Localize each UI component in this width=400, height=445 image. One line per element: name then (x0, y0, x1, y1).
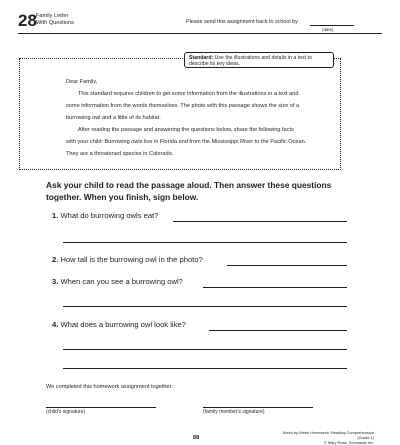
standard-label: Standard: (189, 54, 214, 61)
question-4 (52, 320, 186, 329)
question-text: How tall is the burrowing owl in the photo? (60, 255, 203, 264)
question-3 (52, 277, 183, 286)
credit-line (270, 431, 374, 445)
answer-line[interactable] (63, 349, 347, 350)
page-number: 88 (193, 435, 200, 441)
answer-line[interactable] (209, 330, 347, 331)
answer-line[interactable] (63, 242, 347, 243)
letter-greeting: Dear Family, (66, 79, 98, 85)
letter-line: After reading the passage and answering the questions below, share the following facts (78, 127, 294, 133)
question-text: What do burrowing owls eat? (60, 211, 159, 220)
child-signature-label: (child's signature) (46, 409, 86, 415)
question-number: 3. (52, 277, 59, 286)
header-label-line1: Family Letter (36, 13, 69, 19)
answer-line[interactable] (173, 221, 347, 222)
instructions-line2: together. When you finish, sign below. (46, 192, 199, 202)
header-label-line2: With Questions (36, 19, 74, 26)
answer-line[interactable] (63, 306, 347, 307)
letter-line: some information from the words themselves. The photo with this passage shows the size of a (66, 103, 300, 109)
answer-line[interactable] (203, 287, 347, 288)
question-number: 4. (52, 320, 59, 329)
credit-line-2: © Mary Rose, Scholastic Inc. (323, 439, 374, 445)
standard-text-1: Use the illustrations and details in a text to (214, 54, 312, 61)
question-number: 2. (52, 255, 59, 264)
answer-line[interactable] (227, 265, 347, 266)
question-number: 1. (52, 211, 59, 220)
letter-line: burrowing owl and a little of its habitat. (66, 115, 161, 121)
child-signature-line[interactable] (46, 407, 156, 408)
family-signature-label: (family member's signature) (203, 409, 265, 415)
question-text: When can you see a burrowing owl? (60, 277, 183, 286)
family-signature-line[interactable] (203, 407, 313, 408)
standard-text-2: describe its key ideas. (189, 61, 241, 67)
standard-box (184, 52, 334, 68)
instructions-line1: Ask your child to read the passage aloud. Then answer these questions (46, 180, 332, 190)
credit-line-1: Week-by-Week Homework: Reading Comprehension (Grade 1) (282, 430, 374, 440)
letter-line: with your child: Burrowing owls live in Florida and from the Mississippi River to the Pacific Ocean. (66, 139, 307, 145)
question-2 (52, 255, 203, 264)
send-back-text: Please send this assignment back to school by (186, 19, 298, 25)
letter-line: They are a threatened species in Colorado. (66, 151, 174, 157)
question-1 (52, 211, 158, 220)
date-label: (date) (322, 26, 334, 32)
week-number: 28 (18, 11, 37, 30)
completed-statement: We completed this homework assignment together. (46, 384, 173, 390)
letter-line: This standard requires children to get some information from the illustrations in a text and (78, 91, 299, 97)
answer-line[interactable] (63, 368, 347, 369)
header-rule (18, 33, 382, 34)
header-label (36, 13, 96, 26)
question-text: What does a burrowing owl look like? (60, 320, 186, 329)
